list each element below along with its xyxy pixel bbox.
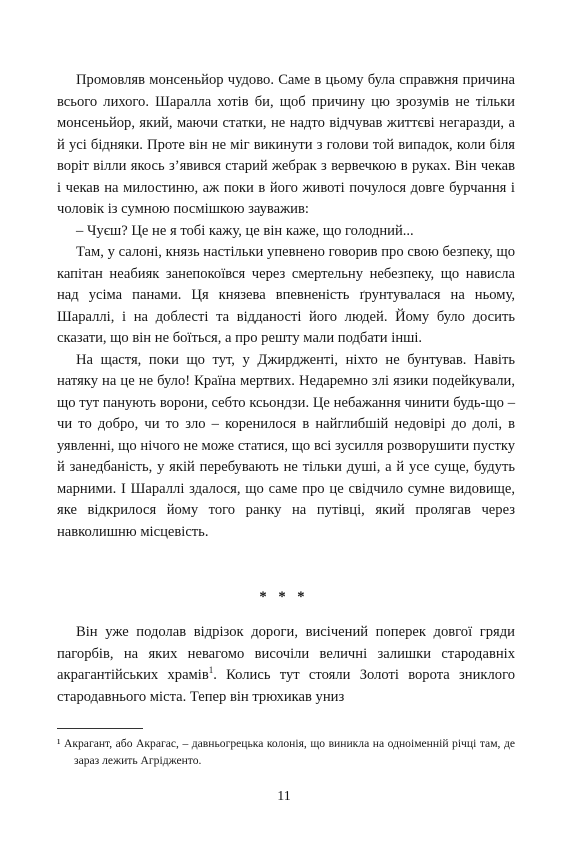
paragraph-text: . Колись тут стояли Золоті ворота зниклого стародавнього міста. Тепер він трюхикав униз [57, 667, 516, 705]
paragraph [57, 622, 515, 708]
continued-text [57, 622, 515, 708]
section-separator: * * * [259, 589, 309, 605]
main-text [57, 70, 515, 543]
paragraph-text: Він уже подолав відрізок дороги, висічений поперек довгої гряди пагорбів, на яких невагомо височіли величні залишки стародавніх акрагантійських храмів [57, 624, 515, 683]
paragraph: На щастя, поки що тут, у Джирдженті, ніхто не бунтував. Навіть натяку на це не було! Країна мертвих. Недаремно злі язики подейкували, що тут панують ворони, себто ксьондзи. Це небажання чинити будь-що – чи то добро, чи то зло – коренилося в найглибшій недовірі до долі, в уявленні, що нічого не може статися, що всі зусилля розворушити пустку й занедбаність, у якій перебувають не тільки душі, а й усе суще, будуть марними. І Шараллі здалося, що саме про це свідчило сумне видовище, яке відкрилося йому того ранку на путівці, який пролягав через навколишню місцевість. [57, 351, 515, 540]
footnote-reference: 1 [208, 665, 214, 676]
footnote-divider [57, 728, 143, 729]
footnote [57, 735, 515, 769]
paragraph-dialogue: – Чуєш? Це не я тобі кажу, це він каже, що голодний... [76, 222, 414, 239]
page-number: 11 [277, 789, 291, 804]
footnote-text: ¹ Акрагант, або Акрагас, – давньогрецька колонія, що виникла на одноіменній річці там, де зараз лежить Агрідженто. [57, 737, 515, 767]
paragraph: Промовляв монсеньйор чудово. Саме в цьому була справжня причина всього лихого. Шаралла хотів би, щоб причину цю зрозумів не тільки монсеньйор, який, маючи статки, не надто відчував життєві негаразди, а й усі бідняки. Проте він не міг викинути з голови той випадок, коли біля воріт вілли якось з’явився старий жебрак з вервечкою в руках. Він чекав і чекав на милостиню, аж поки в його животі почулося довге бурчання і чоловік із сумною посмішкою зауважив: [57, 72, 515, 217]
paragraph: Там, у салоні, князь настільки упевнено говорив про свою безпеку, що капітан неабияк занепокоївся через смертельну небезпеку, що нависла над усіма панами. Ця князева впевненість ґрунтувалася на ньому, Шараллі, і на доблесті та відданості його людей. Йому було досить сказати, що він не боїться, а про решту мали подбати інші. [57, 244, 515, 346]
